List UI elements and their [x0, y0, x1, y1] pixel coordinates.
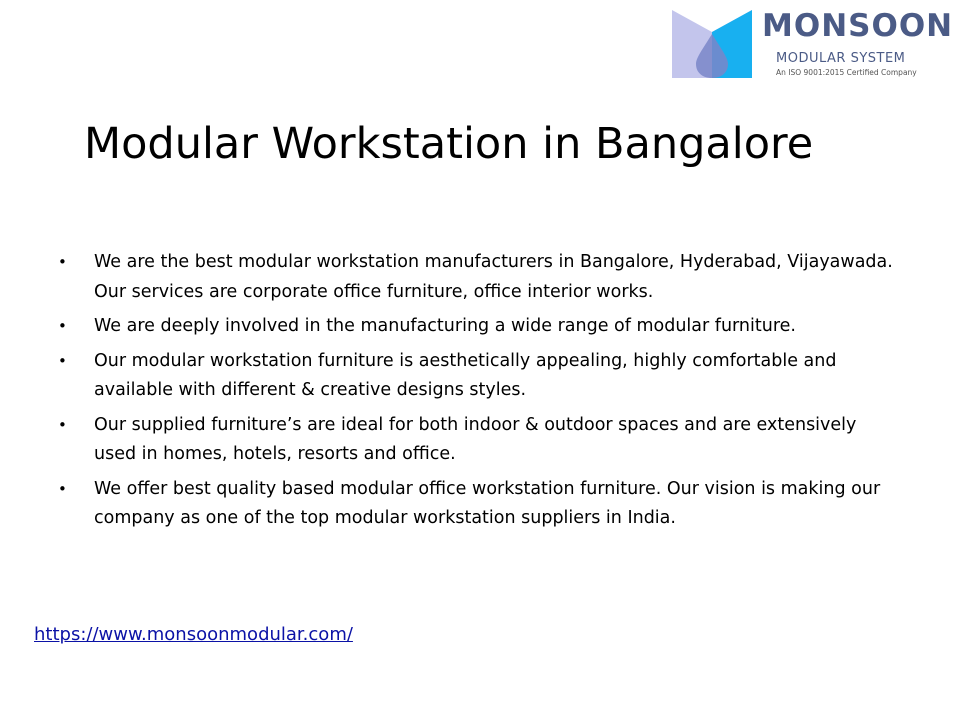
- bullet-item: [58, 248, 898, 307]
- logo-certification: An ISO 9001:2015 Certified Company: [776, 68, 917, 77]
- bullet-text: We are the best modular workstation manufacturers in Bangalore, Hyderabad, Vijayawada. Our services are corporate office furniture, office interior works.: [94, 252, 893, 302]
- bullet-dot-icon: •: [58, 317, 67, 335]
- bullet-text: We are deeply involved in the manufacturing a wide range of modular furniture.: [94, 316, 796, 336]
- bullet-dot-icon: •: [58, 479, 67, 498]
- bullet-text: We offer best quality based modular office workstation furniture. Our vision is making our company as one of the top modular workstation suppliers in India.: [94, 478, 881, 528]
- website-link[interactable]: https://www.monsoonmodular.com/: [34, 624, 353, 645]
- monsoon-drop-logo-icon: [672, 10, 752, 78]
- bullet-dot-icon: •: [58, 253, 67, 271]
- slide-title: Modular Workstation in Bangalore: [84, 119, 814, 169]
- bullet-text: Our modular workstation furniture is aesthetically appealing, highly comfortable and available with different & creative designs styles.: [94, 350, 837, 400]
- bullet-item: [58, 475, 898, 534]
- bullet-item: [58, 347, 898, 406]
- bullet-dot-icon: •: [58, 415, 67, 434]
- bullet-list: [58, 248, 898, 539]
- bullet-dot-icon: •: [58, 351, 67, 370]
- logo-brand-name: MONSOON: [762, 8, 954, 44]
- bullet-item: [58, 411, 898, 470]
- company-logo: [672, 10, 954, 80]
- logo-subtitle: MODULAR SYSTEM: [776, 51, 906, 66]
- bullet-item: [58, 312, 898, 342]
- bullet-text: Our supplied furniture’s are ideal for both indoor & outdoor spaces and are extensively used in homes, hotels, resorts and office.: [94, 414, 857, 464]
